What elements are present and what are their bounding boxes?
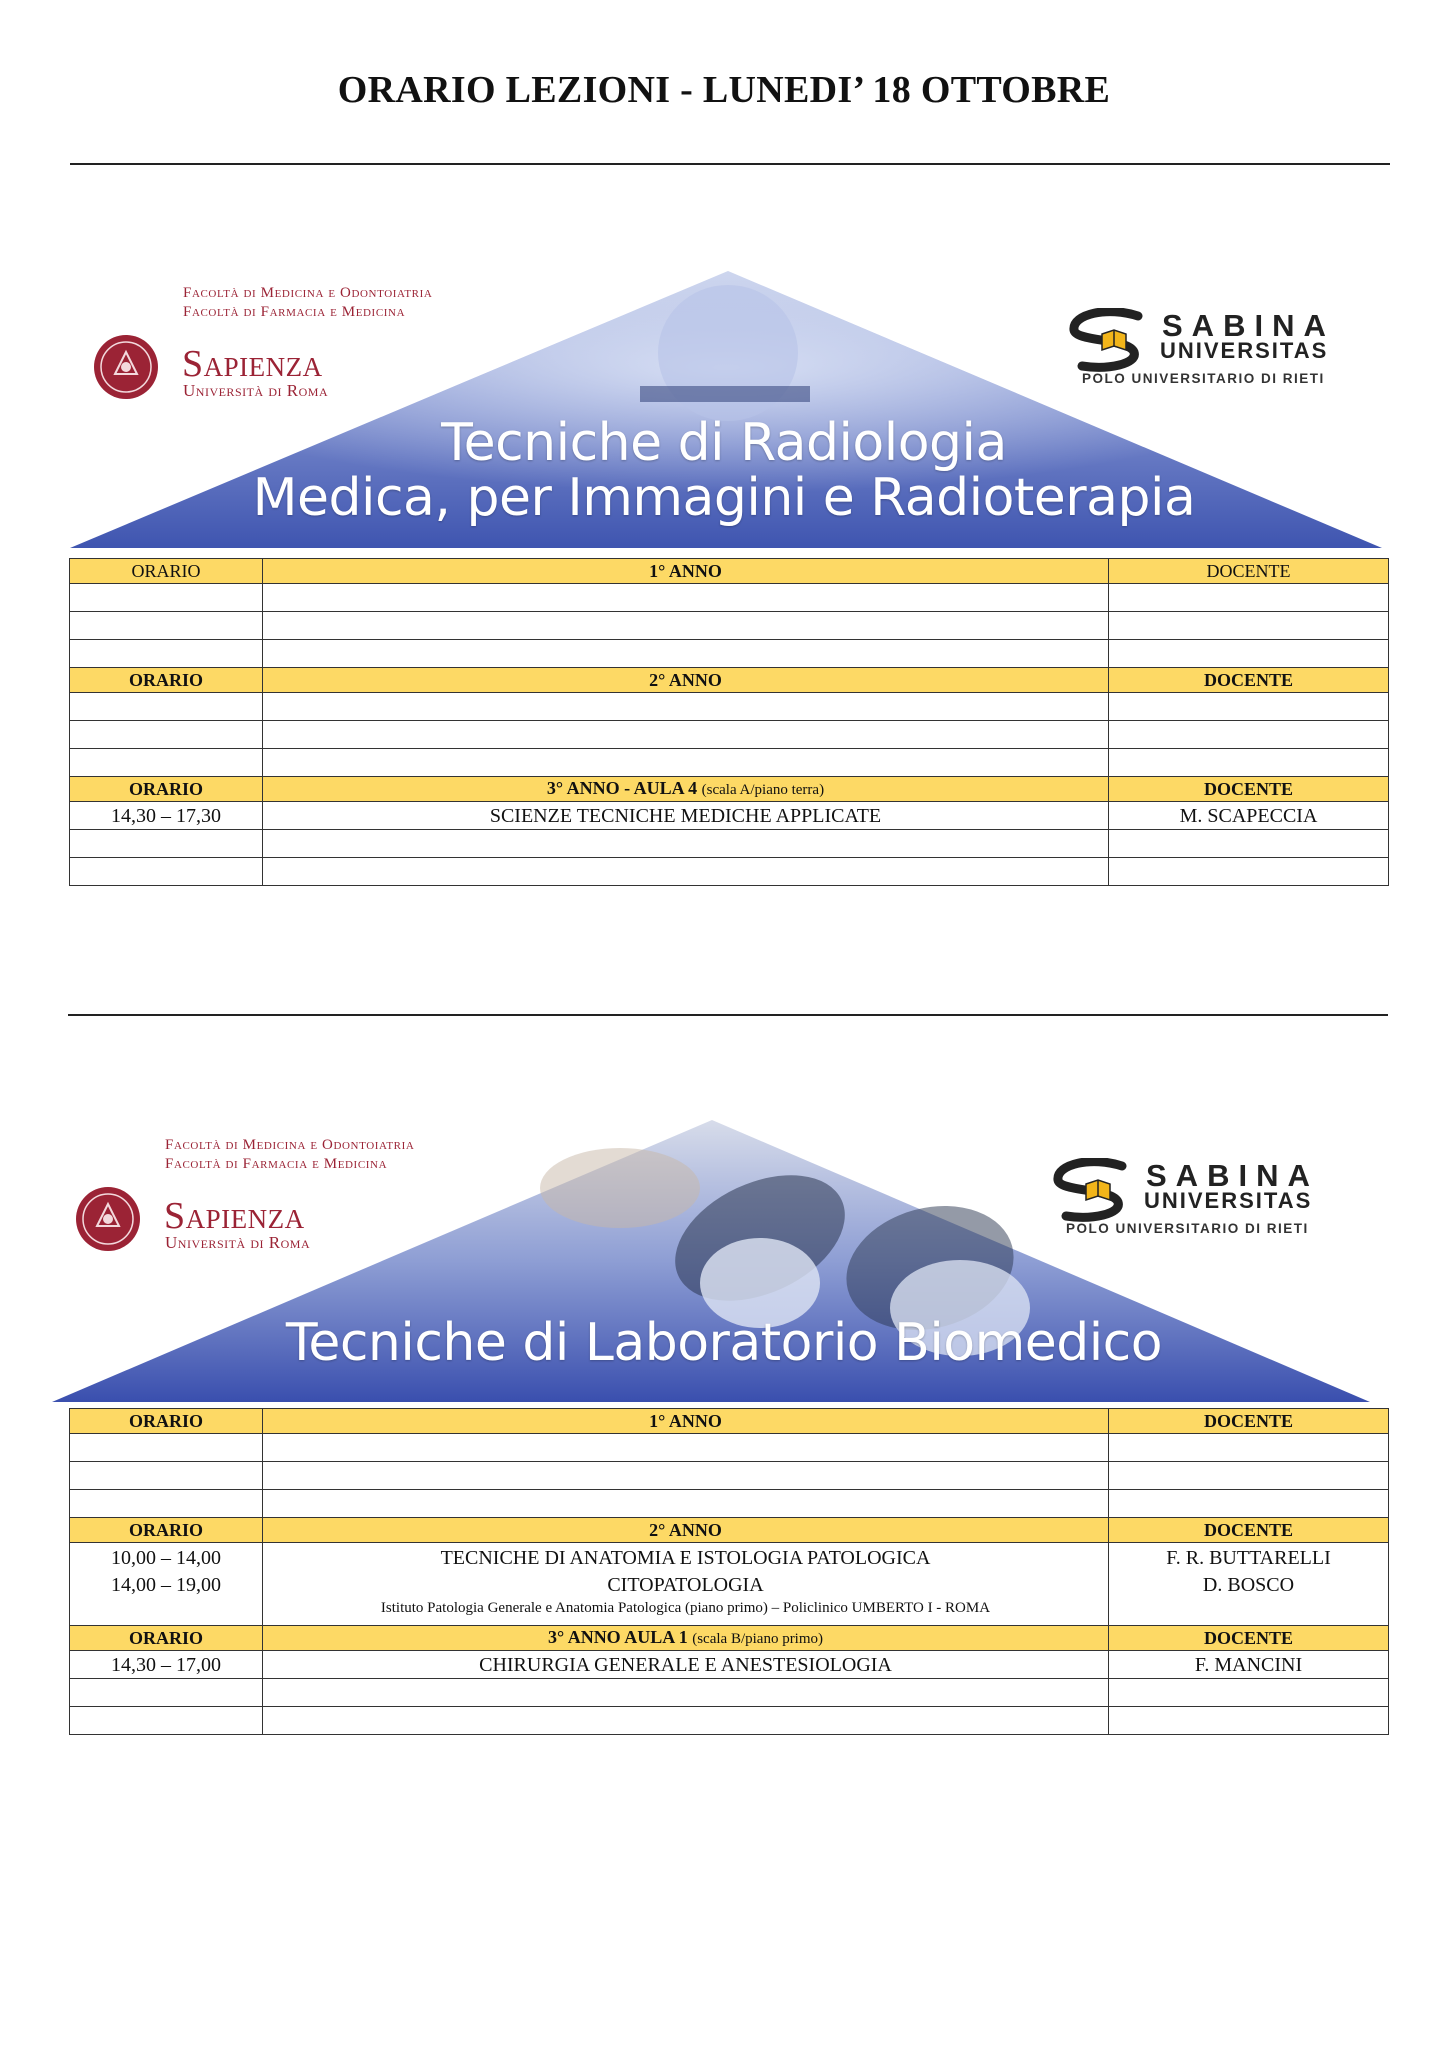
table-row	[70, 1543, 1389, 1626]
cell-docente-1: F. R. BUTTARELLI	[1166, 1547, 1331, 1569]
divider-middle	[68, 1014, 1388, 1016]
header-orario: ORARIO	[70, 1626, 263, 1651]
faculty-line-1: Facoltà di Medicina e Odontoiatria	[165, 1137, 415, 1153]
cell-docente: F. MANCINI	[1109, 1651, 1389, 1679]
header-anno: 1° ANNO	[263, 1409, 1109, 1434]
table-row	[70, 1490, 1389, 1518]
empty-cell	[1109, 584, 1389, 612]
table-row	[70, 693, 1389, 721]
empty-cell	[263, 1679, 1109, 1707]
header-docente: DOCENTE	[1109, 1518, 1389, 1543]
table-row	[70, 640, 1389, 668]
empty-cell	[263, 1462, 1109, 1490]
empty-cell	[70, 1434, 263, 1462]
sapienza-seal-icon	[93, 334, 159, 400]
cell-corso: SCIENZE TECNICHE MEDICHE APPLICATE	[263, 802, 1109, 830]
table-row	[70, 584, 1389, 612]
sapienza-name: Sapienza	[182, 343, 323, 385]
location-note: Istituto Patologia Generale e Anatomia Patologica (piano primo) – Policlinico UMBERTO I - ROMA	[380, 1600, 991, 1616]
empty-cell	[70, 858, 263, 886]
cell-orario: 14,30 – 17,00	[70, 1651, 263, 1679]
header-anno-note: (scala A/piano terra)	[701, 782, 825, 798]
table-row	[70, 1707, 1389, 1735]
empty-cell	[70, 693, 263, 721]
table-row	[70, 612, 1389, 640]
cell-orario-1: 10,00 – 14,00	[111, 1547, 221, 1569]
header-docente: DOCENTE	[1109, 559, 1389, 584]
header-anno-note: (scala B/piano primo)	[692, 1631, 824, 1647]
table-row	[70, 830, 1389, 858]
laboratory-banner	[0, 1118, 1448, 1404]
cell-orario: 14,30 – 17,30	[70, 802, 263, 830]
cell-docente: M. SCAPECCIA	[1109, 802, 1389, 830]
empty-cell	[1109, 1462, 1389, 1490]
table-header-year2	[70, 1518, 1389, 1543]
banner-title: Tecniche di Laboratorio Biomedico	[285, 1313, 1163, 1373]
table-header-year2	[70, 668, 1389, 693]
cell-orario	[70, 1543, 263, 1626]
empty-cell	[70, 1707, 263, 1735]
radiology-banner	[0, 268, 1448, 550]
table-row	[70, 1434, 1389, 1462]
sabina-universitas: UNIVERSITAS	[1144, 1188, 1313, 1213]
sapienza-subtitle: Università di Roma	[183, 381, 329, 400]
empty-cell	[70, 584, 263, 612]
empty-cell	[70, 1490, 263, 1518]
banner-title-line-2: Medica, per Immagini e Radioterapia	[252, 468, 1196, 528]
faculty-line-2: Facoltà di Farmacia e Medicina	[165, 1156, 388, 1172]
header-anno-label: 3° ANNO - AULA 4	[546, 778, 698, 798]
empty-cell	[70, 749, 263, 777]
laboratory-schedule-table	[69, 1408, 1389, 1735]
empty-cell	[70, 1679, 263, 1707]
header-docente: DOCENTE	[1109, 777, 1389, 802]
sabina-name: SABINA	[1146, 1158, 1319, 1193]
table-row	[70, 721, 1389, 749]
sapienza-subtitle: Università di Roma	[165, 1233, 311, 1252]
header-orario: ORARIO	[70, 777, 263, 802]
empty-cell	[70, 640, 263, 668]
empty-cell	[1109, 612, 1389, 640]
table-row	[70, 749, 1389, 777]
empty-cell	[263, 1490, 1109, 1518]
empty-cell	[263, 749, 1109, 777]
sabina-polo: POLO UNIVERSITARIO DI RIETI	[1066, 1221, 1309, 1236]
table-header-year1	[70, 559, 1389, 584]
banner-title-line-1: Tecniche di Radiologia	[441, 413, 1007, 473]
cell-docente-2: D. BOSCO	[1202, 1574, 1295, 1596]
empty-cell	[1109, 830, 1389, 858]
table-row	[70, 802, 1389, 830]
cell-corso	[263, 1543, 1109, 1626]
header-orario: ORARIO	[70, 1409, 263, 1434]
table-header-year3	[70, 1626, 1389, 1651]
faculty-line-2: Facoltà di Farmacia e Medicina	[183, 304, 406, 320]
header-anno	[263, 777, 1109, 802]
header-anno: 2° ANNO	[263, 668, 1109, 693]
sabina-universitas: UNIVERSITAS	[1160, 338, 1329, 363]
empty-cell	[1109, 640, 1389, 668]
empty-cell	[263, 1707, 1109, 1735]
table-row	[70, 1462, 1389, 1490]
empty-cell	[263, 721, 1109, 749]
table-header-year3	[70, 777, 1389, 802]
header-docente: DOCENTE	[1109, 668, 1389, 693]
cell-docente	[1109, 1543, 1389, 1626]
empty-cell	[263, 612, 1109, 640]
empty-cell	[263, 858, 1109, 886]
sabina-logo-icon	[1052, 1158, 1142, 1224]
page-title: ORARIO LEZIONI - LUNEDI’ 18 OTTOBRE	[337, 69, 1111, 111]
sapienza-seal-icon	[75, 1186, 141, 1252]
header-docente: DOCENTE	[1109, 1626, 1389, 1651]
empty-cell	[70, 721, 263, 749]
table-row	[70, 1651, 1389, 1679]
empty-cell	[1109, 1679, 1389, 1707]
header-docente: DOCENTE	[1109, 1409, 1389, 1434]
sabina-logo-icon	[1068, 308, 1158, 374]
divider-top	[70, 163, 1390, 165]
header-anno: 1° ANNO	[263, 559, 1109, 584]
table-header-year1	[70, 1409, 1389, 1434]
sabina-name: SABINA	[1162, 308, 1335, 343]
radiology-schedule-table	[69, 558, 1389, 886]
empty-cell	[263, 1434, 1109, 1462]
header-anno: 2° ANNO	[263, 1518, 1109, 1543]
sabina-polo: POLO UNIVERSITARIO DI RIETI	[1082, 371, 1325, 386]
empty-cell	[1109, 858, 1389, 886]
empty-cell	[1109, 693, 1389, 721]
empty-cell	[263, 584, 1109, 612]
table-row	[70, 858, 1389, 886]
empty-cell	[1109, 721, 1389, 749]
empty-cell	[70, 830, 263, 858]
empty-cell	[1109, 1707, 1389, 1735]
cell-corso-1: TECNICHE DI ANATOMIA E ISTOLOGIA PATOLOGICA	[440, 1547, 931, 1569]
header-orario: ORARIO	[70, 1518, 263, 1543]
empty-cell	[263, 640, 1109, 668]
empty-cell	[1109, 1434, 1389, 1462]
cell-orario-2: 14,00 – 19,00	[111, 1574, 221, 1596]
empty-cell	[263, 693, 1109, 721]
cell-corso: CHIRURGIA GENERALE E ANESTESIOLOGIA	[263, 1651, 1109, 1679]
empty-cell	[70, 1462, 263, 1490]
empty-cell	[263, 830, 1109, 858]
sapienza-name: Sapienza	[164, 1195, 305, 1237]
header-anno-label: 3° ANNO AULA 1	[547, 1627, 688, 1647]
empty-cell	[1109, 749, 1389, 777]
faculty-line-1: Facoltà di Medicina e Odontoiatria	[183, 285, 433, 301]
header-orario: ORARIO	[70, 668, 263, 693]
empty-cell	[70, 612, 263, 640]
table-row	[70, 1679, 1389, 1707]
empty-cell	[1109, 1490, 1389, 1518]
cell-corso-2: CITOPATOLOGIA	[607, 1574, 764, 1596]
header-orario: ORARIO	[70, 559, 263, 584]
header-anno	[263, 1626, 1109, 1651]
